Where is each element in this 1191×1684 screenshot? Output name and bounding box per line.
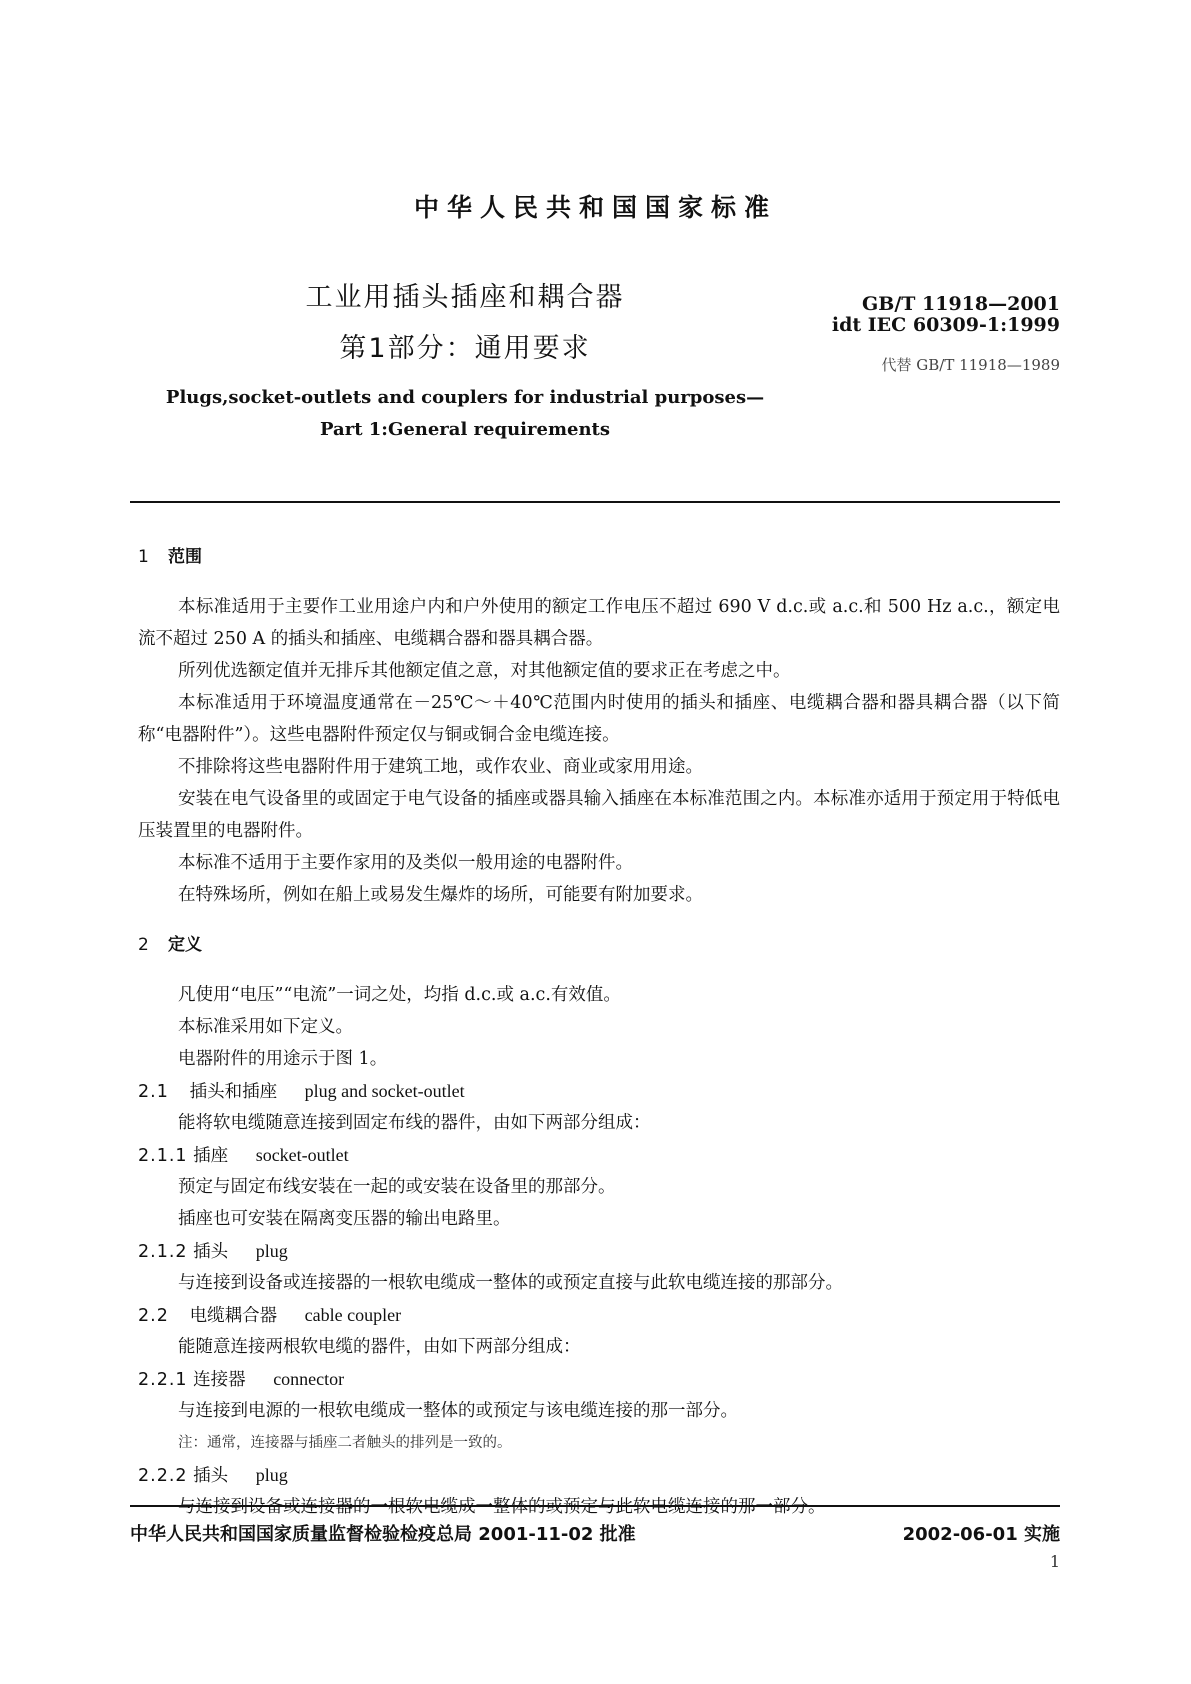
term-cn: 连接器: [193, 1370, 246, 1390]
title-en-line2: Part 1:General requirements: [320, 419, 610, 440]
section-1-heading: [138, 541, 1060, 573]
definition-text: 预定与固定布线安装在一起的或安装在设备里的那部分。: [178, 1177, 616, 1197]
title-cn-line1: 工业用插头插座和耦合器: [305, 282, 625, 313]
footer-divider: [130, 1505, 1060, 1507]
term-en: plug: [255, 1465, 288, 1485]
definition-text: 与连接到电源的一根软电缆成一整体的或预定与该电缆连接的那一部分。: [178, 1401, 738, 1421]
title-cn-line2: 第1部分：通用要求: [339, 333, 591, 364]
clause-number: 2.2.2: [138, 1466, 188, 1486]
header-divider: [130, 501, 1060, 503]
term-cn: 电缆耦合器: [189, 1306, 278, 1326]
note: 注：通常，连接器与插座二者触头的排列是一致的。: [178, 1435, 512, 1451]
term-en: plug and socket-outlet: [304, 1081, 465, 1101]
definition-text: 与连接到设备或连接器的一根软电缆成一整体的或预定与此软电缆连接的那一部分。: [178, 1497, 826, 1517]
paragraph: 本标准不适用于主要作家用的及类似一般用途的电器附件。: [178, 853, 633, 873]
page-number: 1: [1049, 1552, 1060, 1571]
paragraph: 不排除将这些电器附件用于建筑工地，或作农业、商业或家用用途。: [178, 757, 703, 777]
section-number: 1: [138, 547, 149, 567]
definition-text: 能随意连接两根软电缆的器件，由如下两部分组成：: [178, 1337, 581, 1357]
paragraph: 本标准适用于环境温度通常在－25℃～＋40℃范围内时使用的插头和插座、电缆耦合器和器具耦合器（以下简称“电器附件”）。这些电器附件预定仅与铜或铜合金电缆连接。: [138, 693, 1060, 745]
definition-text: 与连接到设备或连接器的一根软电缆成一整体的或预定直接与此软电缆连接的那部分。: [178, 1273, 843, 1293]
implementation-date: 2002-06-01 实施: [902, 1524, 1060, 1545]
paragraph: 所列优选额定值并无排斥其他额定值之意，对其他额定值的要求正在考虑之中。: [178, 661, 791, 681]
term-cn: 插座: [193, 1146, 229, 1166]
term-cn: 插头和插座: [189, 1082, 278, 1102]
section-title: 范围: [168, 547, 202, 567]
term-en: cable coupler: [304, 1305, 402, 1325]
definition-text: 能将软电缆随意连接到固定布线的器件，由如下两部分组成：: [178, 1113, 651, 1133]
standard-code: GB/T 11918—2001: [862, 293, 1060, 315]
clause-number: 2.1: [138, 1082, 169, 1102]
paragraph: 安装在电气设备里的或固定于电气设备的插座或器具输入插座在本标准范围之内。本标准亦适用于预定用于特低电压装置里的电器附件。: [138, 789, 1060, 841]
section-title: 定义: [168, 935, 202, 955]
definition-2-1-2: [138, 1235, 1060, 1267]
definition-2-2: [138, 1299, 1060, 1331]
document-body: [138, 541, 1060, 1523]
term-cn: 插头: [193, 1466, 229, 1486]
clause-number: 2.2: [138, 1306, 169, 1326]
title-en-line1: Plugs,socket-outlets and couplers for industrial purposes—: [165, 387, 765, 408]
definition-2-1: [138, 1075, 1060, 1107]
clause-number: 2.1.1: [138, 1146, 188, 1166]
definition-2-1-1: [138, 1139, 1060, 1171]
paragraph: 在特殊场所，例如在船上或易发生爆炸的场所，可能要有附加要求。: [178, 885, 703, 905]
replaces-code: 代替 GB/T 11918—1989: [881, 356, 1060, 374]
clause-number: 2.1.2: [138, 1242, 188, 1262]
national-standard-heading: 中华人民共和国国家标准: [413, 193, 777, 222]
term-cn: 插头: [193, 1242, 229, 1262]
term-en: plug: [255, 1241, 288, 1261]
clause-number: 2.2.1: [138, 1370, 188, 1390]
paragraph: 本标准采用如下定义。: [178, 1017, 353, 1037]
definition-text: 插座也可安装在隔离变压器的输出电路里。: [178, 1209, 511, 1229]
approval-line: 中华人民共和国国家质量监督检验检疫总局 2001-11-02 批准: [130, 1524, 636, 1545]
definition-2-2-1: [138, 1363, 1060, 1395]
term-en: connector: [273, 1369, 345, 1389]
idt-code: idt IEC 60309-1:1999: [831, 314, 1060, 336]
section-2-heading: [138, 929, 1060, 961]
paragraph: 电器附件的用途示于图 1。: [178, 1049, 388, 1069]
section-number: 2: [138, 935, 149, 955]
definition-2-2-2: [138, 1459, 1060, 1491]
paragraph: 凡使用“电压”“电流”一词之处，均指 d.c.或 a.c.有效值。: [178, 985, 621, 1005]
term-en: socket-outlet: [255, 1145, 349, 1165]
paragraph: 本标准适用于主要作工业用途户内和户外使用的额定工作电压不超过 690 V d.c.或 a.c.和 500 Hz a.c.，额定电流不超过 250 A 的插头和插座、电缆耦合器和器具耦合器。: [138, 597, 1060, 649]
